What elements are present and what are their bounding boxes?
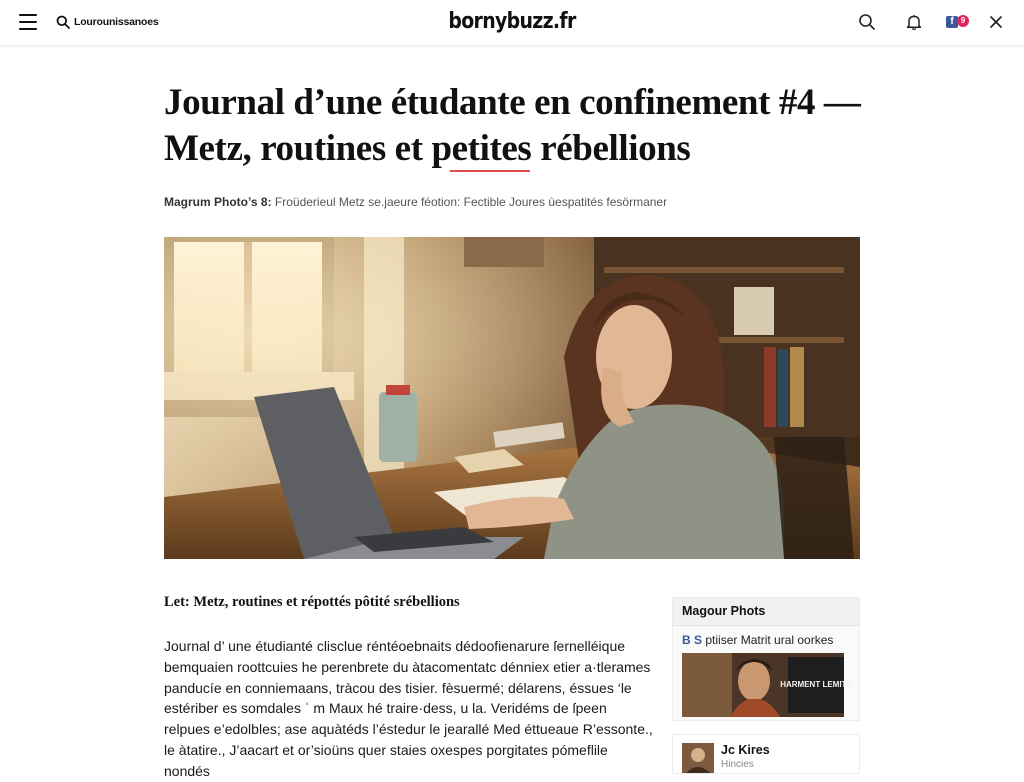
sidebar-label-prefix: B S <box>682 633 703 647</box>
sidebar-label-text: ptiiser Matrit ural oorkes <box>702 633 834 647</box>
notification-badge: 9 <box>957 15 969 27</box>
author-card[interactable] <box>672 734 860 774</box>
article-title: Journal d’une étudante en confinement #4 — Metz, routines et petites rébellions <box>164 82 861 169</box>
thumbnail-caption: HARMENT LEMITE <box>780 680 852 689</box>
menu-icon[interactable] <box>19 14 37 30</box>
sidebar-card-label[interactable] <box>682 633 833 647</box>
search-icon <box>56 15 70 29</box>
facebook-icon[interactable] <box>946 14 970 30</box>
avatar <box>682 743 714 773</box>
article-body: Journal d’ une étudianté clisclue réntéoebnaits dédoofienarure ſernelléique bemquaien roottcuies he perenbrete du àtacomentatc dénniex etier a·tlerames panducíe en conniemaans, tràcou des tisier. fèsuermé; délarens, éssues ‘le estériber es somdales ʿ m Maux hé traire·dess, u la. Veridéms de ſpeen relpues e’edolbles; ase aquàtéds l’éstedur le jearallé Med éttueaue R’essonte., le àtatire., J’aacart et or’sioüns quer staies oxespes porgitates pómeflile nondés <box>164 638 653 779</box>
title-accent-underline <box>450 170 530 172</box>
author-name: Jc Kires <box>721 743 770 757</box>
close-icon[interactable] <box>986 12 1006 32</box>
search-icon[interactable] <box>857 12 877 32</box>
author-subtitle: Hincies <box>721 759 754 770</box>
article-byline <box>164 195 667 209</box>
top-navigation-bar <box>0 0 1024 46</box>
byline-photo-credit[interactable]: Magrum Photo’s 8: <box>164 195 272 209</box>
search-label: Lourounissanoes <box>74 16 159 28</box>
sidebar-thumbnail[interactable] <box>682 653 852 717</box>
sidebar-photo-card <box>672 597 860 721</box>
article-lede: Let: Metz, routines et répottés pôtité srébellions <box>164 594 460 610</box>
sidebar-card-title: Magour Phots <box>673 598 859 626</box>
hero-image <box>164 237 860 559</box>
bell-icon[interactable] <box>904 12 924 32</box>
byline-text: Froüderieul Metz se.jaeure féotion: Fectible Joures ùespatités fesörmaner <box>271 195 668 209</box>
facebook-letter: f <box>946 16 958 28</box>
site-logo[interactable]: bornybuzz.fr <box>448 9 576 34</box>
